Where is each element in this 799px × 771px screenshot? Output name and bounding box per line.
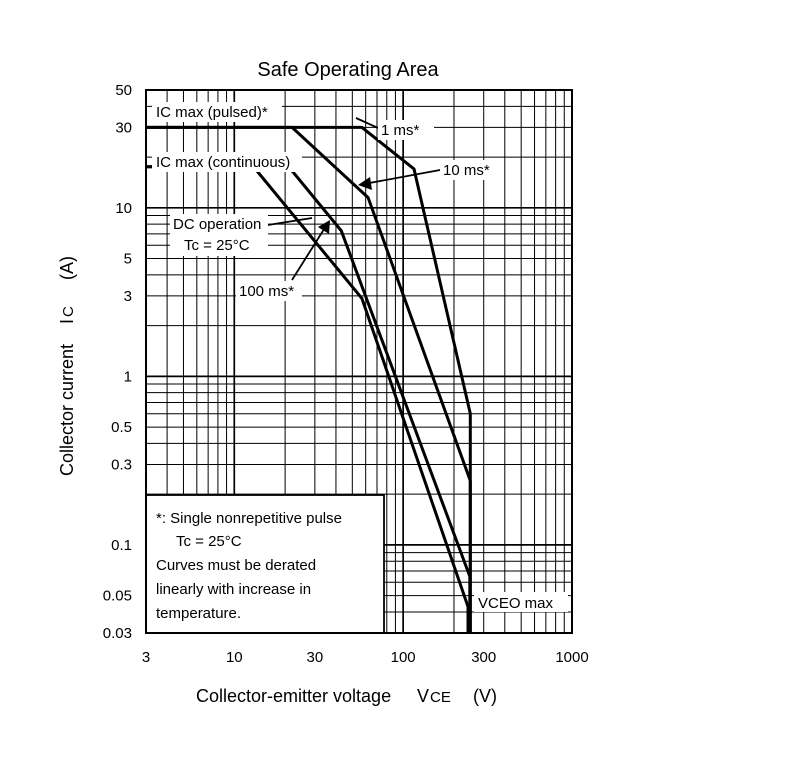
label-vceo-max: VCEO max <box>478 595 554 612</box>
y-tick-label: 0.5 <box>111 419 132 437</box>
label-ic-max-pulsed: IC max (pulsed)* <box>156 104 268 121</box>
y-tick-label: 0.1 <box>111 536 132 554</box>
arrow-100ms-head <box>318 220 330 234</box>
y-tick-label: 0.05 <box>102 587 132 605</box>
label-dc-tc: Tc = 25°C <box>184 237 250 254</box>
x-tick-label: 300 <box>471 649 497 666</box>
x-axis-unit: (V) <box>473 686 497 706</box>
note-line: Curves must be derated <box>156 557 317 574</box>
x-tick-label: 100 <box>390 649 416 666</box>
note-line: *: Single nonrepetitive pulse <box>156 510 342 527</box>
notes-box <box>146 495 384 633</box>
y-tick-label: 0.03 <box>102 625 132 642</box>
label-ic-max-continuous: IC max (continuous) <box>156 154 291 171</box>
annotation-arrows <box>268 118 440 280</box>
y-axis-label <box>57 256 77 476</box>
x-tick-label: 10 <box>225 649 243 666</box>
x-tick-labels <box>142 649 589 666</box>
label-100ms: 100 ms* <box>239 283 295 300</box>
x-axis-symbol: V <box>417 686 430 706</box>
note-line: Tc = 25°C <box>176 533 242 550</box>
y-axis-subscript: C <box>60 306 77 317</box>
x-tick-label: 1000 <box>555 649 589 666</box>
y-tick-label: 30 <box>115 119 132 137</box>
note-line: linearly with increase in <box>156 581 312 598</box>
label-1ms: 1 ms* <box>381 122 420 139</box>
y-axis-title: Collector current <box>57 343 77 476</box>
note-line: temperature. <box>156 605 242 622</box>
x-axis-title: Collector-emitter voltage <box>196 686 392 706</box>
x-axis-label <box>196 686 497 706</box>
label-10ms: 10 ms* <box>443 162 490 179</box>
y-tick-label: 3 <box>123 287 132 305</box>
y-tick-label: 10 <box>115 199 132 217</box>
y-tick-label: 0.3 <box>111 456 132 474</box>
chart-title: Safe Operating Area <box>257 59 439 81</box>
y-axis-symbol: I <box>57 318 77 324</box>
x-axis-subscript: CE <box>430 689 451 706</box>
x-tick-label: 3 <box>141 649 151 666</box>
x-tick-label: 30 <box>306 649 324 666</box>
y-tick-label: 5 <box>123 250 132 268</box>
arrow-10ms-shaft <box>364 170 440 184</box>
y-tick-label: 50 <box>115 82 132 99</box>
y-axis-unit: (A) <box>57 256 77 280</box>
y-tick-labels <box>103 82 132 642</box>
label-dc-operation: DC operation <box>173 216 262 233</box>
y-tick-label: 1 <box>123 368 132 386</box>
arrow-10ms-head <box>358 177 372 190</box>
